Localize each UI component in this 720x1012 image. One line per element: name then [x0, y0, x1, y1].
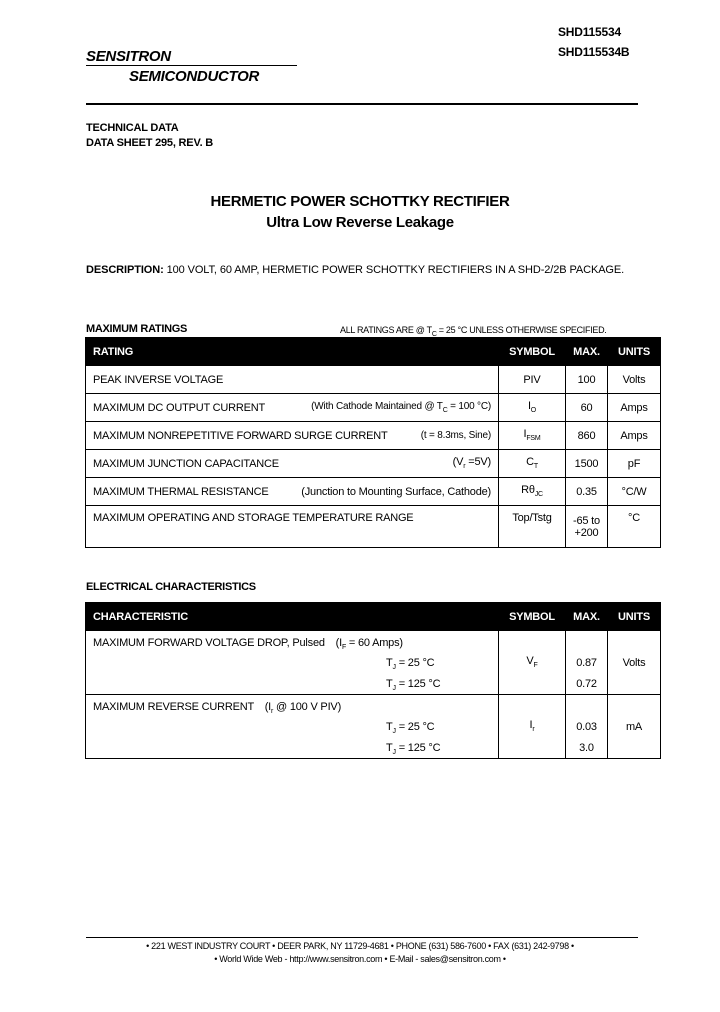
max-ratings-heading: MAXIMUM RATINGS [86, 323, 188, 335]
characteristic-label: MAXIMUM REVERSE CURRENT ($I_r$ @ 100 V PIV) [93, 701, 342, 716]
temp-condition-1: $T_J = 25$ °C [386, 657, 435, 672]
units-cell: °C/W [608, 478, 661, 506]
header-rating: RATING [86, 338, 499, 366]
header-divider [86, 103, 638, 105]
description [86, 263, 638, 278]
max-cell: 860 [566, 422, 608, 450]
electrical-heading: ELECTRICAL CHARACTERISTICS [86, 581, 256, 593]
table-row [86, 506, 661, 548]
symbol-cell: $C_T$ [499, 450, 566, 478]
technical-data-label: TECHNICAL DATA [86, 122, 179, 134]
max-cell: -65 to +200 [566, 506, 608, 548]
document-title: HERMETIC POWER SCHOTTKY RECTIFIER [210, 193, 510, 210]
rating-condition: (t = 8.3ms, Sine) [420, 430, 491, 441]
footer-divider [86, 937, 638, 938]
rating-label: MAXIMUM NONREPETITIVE FORWARD SURGE CURRENT [93, 429, 388, 442]
symbol-cell: PIV [499, 366, 566, 394]
temp-condition-2: $T_J = 125$ °C [386, 742, 441, 757]
table-row [86, 450, 661, 478]
part-number-1: SHD115534 [558, 25, 621, 39]
units-cell: Volts [608, 366, 661, 394]
rating-label: MAXIMUM DC OUTPUT CURRENT [93, 401, 266, 414]
document-subtitle: Ultra Low Reverse Leakage [266, 214, 454, 231]
header-max: MAX. [566, 603, 608, 631]
max-cell: 60 [566, 394, 608, 422]
symbol-cell: $R\theta_{JC}$ [499, 478, 566, 506]
rating-condition: $(V_r =5V)$ [452, 456, 491, 471]
data-sheet-label: DATA SHEET 295, REV. B [86, 137, 214, 149]
symbol-cell: Top/Tstg [499, 506, 566, 548]
units-cell: °C [608, 506, 661, 548]
header-units: UNITS [608, 603, 661, 631]
part-number-2: SHD115534B [558, 45, 630, 59]
max-cell: 0.03 3.0 [566, 695, 608, 759]
rating-condition: (With Cathode Maintained @ $T_C = 100$ °C) [311, 401, 491, 414]
footer-address: • 221 WEST INDUSTRY COURT • DEER PARK, NY 11729-4681 • PHONE (631) 586-7600 • FAX (631) 242-9798 • [146, 941, 574, 951]
max-ratings-header-row [86, 338, 661, 366]
units-cell: pF [608, 450, 661, 478]
company-name-line2: SEMICONDUCTOR [129, 68, 259, 85]
units-cell: Amps [608, 394, 661, 422]
table-row [86, 478, 661, 506]
company-underline [86, 65, 297, 66]
description-label: DESCRIPTION: [86, 264, 164, 276]
table-row [86, 394, 661, 422]
characteristic-label: MAXIMUM FORWARD VOLTAGE DROP, Pulsed ($I_F = 60$ Amps) [93, 637, 403, 652]
units-cell: Volts [608, 631, 661, 695]
units-cell: Amps [608, 422, 661, 450]
ratings-note: ALL RATINGS ARE @ $T_C = 25$ °C UNLESS OTHERWISE SPECIFIED. [340, 325, 607, 338]
max-cell: 0.87 0.72 [566, 631, 608, 695]
units-cell: mA [608, 695, 661, 759]
description-text: 100 VOLT, 60 AMP, HERMETIC POWER SCHOTTKY RECTIFIERS IN A SHD-2/2B PACKAGE. [166, 264, 625, 276]
header-characteristic: CHARACTERISTIC [86, 603, 499, 631]
max-cell: 1500 [566, 450, 608, 478]
rating-condition: (Junction to Mounting Surface, Cathode) [301, 485, 491, 498]
rating-label: MAXIMUM THERMAL RESISTANCE [93, 485, 269, 498]
table-row [86, 695, 661, 759]
temp-condition-2: $T_J = 125$ °C [386, 678, 441, 693]
table-row [86, 366, 661, 394]
max-ratings-table [85, 337, 661, 548]
symbol-cell: $V_F$ [499, 631, 566, 695]
header-max: MAX. [566, 338, 608, 366]
header-units: UNITS [608, 338, 661, 366]
symbol-cell: $I_{FSM}$ [499, 422, 566, 450]
electrical-header-row [86, 603, 661, 631]
symbol-cell: $I_r$ [499, 695, 566, 759]
max-cell: 100 [566, 366, 608, 394]
temp-condition-1: $T_J = 25$ °C [386, 721, 435, 736]
table-row [86, 631, 661, 695]
company-name-line1: SENSITRON [86, 48, 171, 65]
footer-contact: • World Wide Web - http://www.sensitron.com • E-Mail - sales@sensitron.com • [214, 954, 506, 964]
symbol-cell: $I_O$ [499, 394, 566, 422]
electrical-table [85, 602, 661, 759]
rating-label: MAXIMUM OPERATING AND STORAGE TEMPERATURE RANGE [93, 512, 414, 524]
table-row [86, 422, 661, 450]
header-symbol: SYMBOL [499, 338, 566, 366]
rating-label: PEAK INVERSE VOLTAGE [93, 373, 224, 386]
max-cell: 0.35 [566, 478, 608, 506]
rating-label: MAXIMUM JUNCTION CAPACITANCE [93, 457, 279, 470]
header-symbol: SYMBOL [499, 603, 566, 631]
